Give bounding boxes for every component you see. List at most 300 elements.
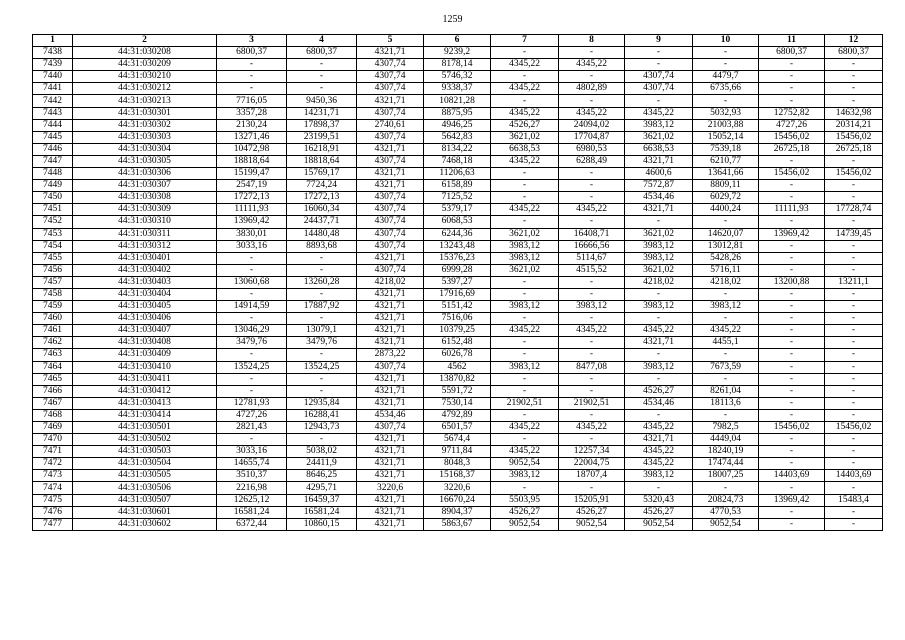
table-cell: - xyxy=(625,59,693,71)
column-header-12: 12 xyxy=(825,35,883,47)
table-cell: 17887,92 xyxy=(287,301,357,313)
table-cell: 4295,71 xyxy=(287,482,357,494)
table-cell: 6638,53 xyxy=(625,143,693,155)
table-cell: 15199,47 xyxy=(217,168,287,180)
table-cell: 8048,3 xyxy=(424,458,491,470)
table-cell: 10472,98 xyxy=(217,143,287,155)
table-cell: 44:31:030403 xyxy=(73,276,217,288)
table-cell: 4479,7 xyxy=(693,71,759,83)
table-cell: 13079,1 xyxy=(287,325,357,337)
table-row xyxy=(33,204,883,216)
table-cell: 4321,71 xyxy=(357,95,424,107)
table-cell: 6026,78 xyxy=(424,349,491,361)
table-cell: 9239,2 xyxy=(424,47,491,59)
table-cell: 3983,12 xyxy=(559,301,625,313)
table-cell: 15052,14 xyxy=(693,131,759,143)
table-cell: 4321,71 xyxy=(357,47,424,59)
table-row xyxy=(33,361,883,373)
table-cell: 44:31:030404 xyxy=(73,288,217,300)
table-row xyxy=(33,180,883,192)
table-cell: 4345,22 xyxy=(491,422,559,434)
table-cell: 3220,6 xyxy=(357,482,424,494)
table-cell: 3983,12 xyxy=(491,301,559,313)
table-cell: 7458 xyxy=(33,288,73,300)
table-cell: 4307,74 xyxy=(357,204,424,216)
table-cell: 13641,66 xyxy=(693,168,759,180)
table-cell: 4307,74 xyxy=(625,83,693,95)
table-cell: 15205,91 xyxy=(559,494,625,506)
table-cell: 4534,46 xyxy=(625,192,693,204)
table-cell: 4534,46 xyxy=(357,409,424,421)
table-cell: - xyxy=(825,252,883,264)
table-cell: 44:31:030305 xyxy=(73,155,217,167)
table-cell: 7470 xyxy=(33,434,73,446)
table-row xyxy=(33,458,883,470)
table-cell: - xyxy=(491,71,559,83)
table-cell: 4562 xyxy=(424,361,491,373)
table-cell: 4321,71 xyxy=(357,494,424,506)
table-row xyxy=(33,216,883,228)
table-cell: 21902,51 xyxy=(559,397,625,409)
table-cell: 4455,1 xyxy=(693,337,759,349)
column-header-6: 6 xyxy=(424,35,491,47)
table-cell: 12752,82 xyxy=(759,107,825,119)
table-cell: 7442 xyxy=(33,95,73,107)
table-cell: 44:31:030405 xyxy=(73,301,217,313)
table-cell: 13870,82 xyxy=(424,373,491,385)
table-cell: - xyxy=(287,313,357,325)
table-cell: 44:31:030306 xyxy=(73,168,217,180)
table-cell: - xyxy=(625,373,693,385)
table-cell: 16459,37 xyxy=(287,494,357,506)
table-cell: 4321,71 xyxy=(357,180,424,192)
table-cell: 13243,48 xyxy=(424,240,491,252)
table-cell: 5114,67 xyxy=(559,252,625,264)
table-cell: 3621,02 xyxy=(625,228,693,240)
table-cell: 4307,74 xyxy=(357,155,424,167)
table-header xyxy=(33,35,883,47)
table-cell: 44:31:030408 xyxy=(73,337,217,349)
table-cell: - xyxy=(491,47,559,59)
table-cell: - xyxy=(759,288,825,300)
table-cell: 10860,15 xyxy=(287,518,357,530)
table-cell: 44:31:030209 xyxy=(73,59,217,71)
table-cell: 4345,22 xyxy=(491,446,559,458)
table-cell: 44:31:030602 xyxy=(73,518,217,530)
table-cell: 4802,89 xyxy=(559,83,625,95)
table-row xyxy=(33,83,883,95)
table-cell: - xyxy=(491,313,559,325)
table-cell: 5397,27 xyxy=(424,276,491,288)
table-cell: 14739,45 xyxy=(825,228,883,240)
table-cell: 5428,26 xyxy=(693,252,759,264)
table-cell: 15456,02 xyxy=(759,131,825,143)
table-cell: - xyxy=(491,288,559,300)
table-cell: 7447 xyxy=(33,155,73,167)
table-cell: 7572,87 xyxy=(625,180,693,192)
table-cell: - xyxy=(759,325,825,337)
table-cell: 4770,53 xyxy=(693,506,759,518)
table-cell: 26725,18 xyxy=(825,143,883,155)
table-cell: 15456,02 xyxy=(759,422,825,434)
table-cell: 2740,61 xyxy=(357,119,424,131)
table-cell: - xyxy=(217,71,287,83)
table-cell: 4321,71 xyxy=(357,252,424,264)
table-cell: 13211,1 xyxy=(825,276,883,288)
table-row xyxy=(33,240,883,252)
table-cell: 7468 xyxy=(33,409,73,421)
table-cell: - xyxy=(491,192,559,204)
table-row xyxy=(33,131,883,143)
table-cell: - xyxy=(825,385,883,397)
table-cell: 20824,73 xyxy=(693,494,759,506)
column-header-8: 8 xyxy=(559,35,625,47)
column-header-7: 7 xyxy=(491,35,559,47)
table-cell: 4449,04 xyxy=(693,434,759,446)
table-cell: 4307,74 xyxy=(625,71,693,83)
table-cell: 12781,93 xyxy=(217,397,287,409)
table-cell: 6372,44 xyxy=(217,518,287,530)
table-cell: - xyxy=(825,301,883,313)
table-cell: - xyxy=(825,349,883,361)
table-cell: - xyxy=(693,313,759,325)
table-cell: 16288,41 xyxy=(287,409,357,421)
table-cell: 6999,28 xyxy=(424,264,491,276)
table-cell: 3621,02 xyxy=(491,264,559,276)
table-cell: 17272,13 xyxy=(217,192,287,204)
table-cell: - xyxy=(693,47,759,59)
table-cell: - xyxy=(825,313,883,325)
table-cell: 6288,49 xyxy=(559,155,625,167)
table-cell: 44:31:030210 xyxy=(73,71,217,83)
table-cell: 16666,56 xyxy=(559,240,625,252)
table-row xyxy=(33,301,883,313)
table-cell: 4321,71 xyxy=(357,301,424,313)
table-cell: - xyxy=(825,71,883,83)
table-cell: 4526,27 xyxy=(625,506,693,518)
table-row xyxy=(33,409,883,421)
table-cell: 13012,81 xyxy=(693,240,759,252)
table-cell: - xyxy=(491,216,559,228)
table-cell: 5863,67 xyxy=(424,518,491,530)
table-cell: 44:31:030406 xyxy=(73,313,217,325)
table-cell: 4321,71 xyxy=(357,325,424,337)
table-cell: - xyxy=(825,288,883,300)
table-cell: 7466 xyxy=(33,385,73,397)
table-cell: 15376,23 xyxy=(424,252,491,264)
table-cell: 44:31:030411 xyxy=(73,373,217,385)
table-cell: 18113,6 xyxy=(693,397,759,409)
table-cell: 7471 xyxy=(33,446,73,458)
table-cell: - xyxy=(559,288,625,300)
table-cell: 6068,53 xyxy=(424,216,491,228)
table-cell: 3983,12 xyxy=(491,252,559,264)
table-cell: 44:31:030412 xyxy=(73,385,217,397)
table-cell: 4345,22 xyxy=(559,107,625,119)
table-cell: 4526,27 xyxy=(491,506,559,518)
table-cell: - xyxy=(559,95,625,107)
table-cell: 15456,02 xyxy=(825,168,883,180)
table-cell: 44:31:030311 xyxy=(73,228,217,240)
table-cell: - xyxy=(759,252,825,264)
table-cell: - xyxy=(825,216,883,228)
table-cell: 11206,63 xyxy=(424,168,491,180)
table-cell: 7445 xyxy=(33,131,73,143)
table-cell: 7467 xyxy=(33,397,73,409)
table-cell: - xyxy=(559,276,625,288)
table-cell: 44:31:030503 xyxy=(73,446,217,458)
table-cell: 4321,71 xyxy=(357,446,424,458)
table-cell: 5716,11 xyxy=(693,264,759,276)
table-cell: - xyxy=(759,506,825,518)
table-cell: 7125,52 xyxy=(424,192,491,204)
table-cell: 4321,71 xyxy=(357,313,424,325)
table-cell: 2821,43 xyxy=(217,422,287,434)
table-cell: 4345,22 xyxy=(625,107,693,119)
table-cell: - xyxy=(825,518,883,530)
table-cell: - xyxy=(825,192,883,204)
table-cell: 44:31:030407 xyxy=(73,325,217,337)
table-cell: - xyxy=(559,216,625,228)
table-cell: 7473 xyxy=(33,470,73,482)
table-cell: 18818,64 xyxy=(217,155,287,167)
table-cell: 26725,18 xyxy=(759,143,825,155)
table-row xyxy=(33,192,883,204)
table-cell: - xyxy=(759,301,825,313)
table-cell: 9450,36 xyxy=(287,95,357,107)
table-row xyxy=(33,47,883,59)
column-header-3: 3 xyxy=(217,35,287,47)
table-cell: - xyxy=(287,59,357,71)
table-cell: 18818,64 xyxy=(287,155,357,167)
table-row xyxy=(33,422,883,434)
table-row xyxy=(33,71,883,83)
table-cell: - xyxy=(825,361,883,373)
table-cell: - xyxy=(287,385,357,397)
table-cell: 6980,53 xyxy=(559,143,625,155)
table-cell: 18007,25 xyxy=(693,470,759,482)
table-row xyxy=(33,228,883,240)
table-cell: 5642,83 xyxy=(424,131,491,143)
table-cell: 3983,12 xyxy=(693,301,759,313)
header-row xyxy=(33,35,883,47)
table-cell: 4345,22 xyxy=(559,204,625,216)
table-cell: - xyxy=(491,337,559,349)
table-cell: 44:31:030401 xyxy=(73,252,217,264)
table-row xyxy=(33,349,883,361)
table-body xyxy=(33,47,883,531)
table-cell: 4526,27 xyxy=(625,385,693,397)
table-cell: 44:31:030302 xyxy=(73,119,217,131)
table-cell: 44:31:030304 xyxy=(73,143,217,155)
column-header-1: 1 xyxy=(33,35,73,47)
table-cell: 8178,14 xyxy=(424,59,491,71)
table-cell: 5032,93 xyxy=(693,107,759,119)
table-cell: 14403,69 xyxy=(825,470,883,482)
table-cell: 12257,34 xyxy=(559,446,625,458)
column-header-2: 2 xyxy=(73,35,217,47)
table-cell: 13524,25 xyxy=(287,361,357,373)
table-cell: 7454 xyxy=(33,240,73,252)
table-cell: 4345,22 xyxy=(625,422,693,434)
table-cell: - xyxy=(825,264,883,276)
table-cell: 2547,19 xyxy=(217,180,287,192)
table-cell: - xyxy=(759,59,825,71)
table-row xyxy=(33,434,883,446)
table-cell: 10821,28 xyxy=(424,95,491,107)
table-cell: 4321,71 xyxy=(357,288,424,300)
table-cell: 4321,71 xyxy=(357,470,424,482)
table-cell: 12935,84 xyxy=(287,397,357,409)
table-cell: - xyxy=(825,482,883,494)
table-cell: 16408,71 xyxy=(559,228,625,240)
table-row xyxy=(33,325,883,337)
table-cell: 7450 xyxy=(33,192,73,204)
table-cell: 4345,22 xyxy=(491,83,559,95)
table-cell: 4345,22 xyxy=(625,446,693,458)
table-cell: - xyxy=(559,71,625,83)
table-cell: 6638,53 xyxy=(491,143,559,155)
table-cell: 7448 xyxy=(33,168,73,180)
table-cell: 7477 xyxy=(33,518,73,530)
column-header-11: 11 xyxy=(759,35,825,47)
table-cell: 4321,71 xyxy=(357,458,424,470)
table-cell: 13060,68 xyxy=(217,276,287,288)
table-cell: 8646,25 xyxy=(287,470,357,482)
table-cell: 44:31:030213 xyxy=(73,95,217,107)
table-row xyxy=(33,264,883,276)
table-cell: - xyxy=(559,409,625,421)
table-cell: - xyxy=(625,409,693,421)
table-cell: 17728,74 xyxy=(825,204,883,216)
data-table xyxy=(32,34,883,531)
table-row xyxy=(33,276,883,288)
table-cell: 44:31:030504 xyxy=(73,458,217,470)
table-cell: 44:31:030501 xyxy=(73,422,217,434)
table-cell: 9052,54 xyxy=(693,518,759,530)
table-cell: 7475 xyxy=(33,494,73,506)
table-cell: 11111,93 xyxy=(759,204,825,216)
table-cell: 4307,74 xyxy=(357,216,424,228)
table-cell: 4400,24 xyxy=(693,204,759,216)
table-cell: 7673,59 xyxy=(693,361,759,373)
table-cell: - xyxy=(825,59,883,71)
table-cell: - xyxy=(491,385,559,397)
table-cell: 44:31:030413 xyxy=(73,397,217,409)
table-cell: - xyxy=(693,59,759,71)
table-cell: 44:31:030402 xyxy=(73,264,217,276)
table-cell: 4526,27 xyxy=(559,506,625,518)
table-cell: - xyxy=(559,373,625,385)
table-cell: 4307,74 xyxy=(357,192,424,204)
table-cell: 3621,02 xyxy=(625,131,693,143)
page-number: 1259 xyxy=(442,14,463,25)
table-cell: 4321,71 xyxy=(357,373,424,385)
table-cell: - xyxy=(825,373,883,385)
table-cell: - xyxy=(759,409,825,421)
table-cell: - xyxy=(825,83,883,95)
table-cell: 13969,42 xyxy=(759,494,825,506)
table-cell: 6029,72 xyxy=(693,192,759,204)
table-cell: 4307,74 xyxy=(357,131,424,143)
table-row xyxy=(33,155,883,167)
table-row xyxy=(33,288,883,300)
table-cell: 7469 xyxy=(33,422,73,434)
table-cell: 3510,37 xyxy=(217,470,287,482)
table-cell: 4321,71 xyxy=(357,143,424,155)
table-cell: 4321,71 xyxy=(357,434,424,446)
table-cell: 4526,27 xyxy=(491,119,559,131)
table-row xyxy=(33,373,883,385)
table-cell: 4345,22 xyxy=(559,422,625,434)
table-cell: 7446 xyxy=(33,143,73,155)
table-cell: 44:31:030409 xyxy=(73,349,217,361)
table-cell: 44:31:030309 xyxy=(73,204,217,216)
table-cell: 7716,05 xyxy=(217,95,287,107)
table-cell: 5151,42 xyxy=(424,301,491,313)
table-cell: 7460 xyxy=(33,313,73,325)
table-cell: - xyxy=(759,337,825,349)
table-cell: 9052,54 xyxy=(625,518,693,530)
table-cell: 4345,22 xyxy=(693,325,759,337)
table-cell: - xyxy=(625,288,693,300)
table-row xyxy=(33,313,883,325)
table-cell: 4307,74 xyxy=(357,361,424,373)
table-cell: 4307,74 xyxy=(357,264,424,276)
table-cell: 44:31:030507 xyxy=(73,494,217,506)
table-cell: 8809,11 xyxy=(693,180,759,192)
table-cell: - xyxy=(625,95,693,107)
table-cell: 4345,22 xyxy=(491,107,559,119)
table-cell: - xyxy=(559,482,625,494)
table-cell: - xyxy=(759,95,825,107)
table-cell: 7459 xyxy=(33,301,73,313)
table-cell: - xyxy=(693,409,759,421)
table-cell: 3983,12 xyxy=(625,252,693,264)
table-cell: - xyxy=(759,192,825,204)
table-cell: 14914,59 xyxy=(217,301,287,313)
table-cell: 44:31:030208 xyxy=(73,47,217,59)
table-cell: - xyxy=(559,47,625,59)
table-cell: 18707,4 xyxy=(559,470,625,482)
table-cell: 17898,37 xyxy=(287,119,357,131)
table-cell: - xyxy=(491,482,559,494)
table-cell: - xyxy=(759,397,825,409)
table-cell: 11111,93 xyxy=(217,204,287,216)
table-cell: 4345,22 xyxy=(491,59,559,71)
table-cell: - xyxy=(825,95,883,107)
table-cell: 44:31:030310 xyxy=(73,216,217,228)
table-cell: - xyxy=(825,337,883,349)
table-row xyxy=(33,446,883,458)
table-cell: 4727,26 xyxy=(759,119,825,131)
table-cell: 7456 xyxy=(33,264,73,276)
table-cell: 4345,22 xyxy=(625,325,693,337)
column-header-10: 10 xyxy=(693,35,759,47)
table-cell: 4321,71 xyxy=(357,168,424,180)
table-cell: 44:31:030301 xyxy=(73,107,217,119)
table-cell: 3983,12 xyxy=(491,361,559,373)
table-cell: - xyxy=(759,313,825,325)
table-cell: - xyxy=(559,192,625,204)
table-cell: 6158,89 xyxy=(424,180,491,192)
table-cell: - xyxy=(217,83,287,95)
table-cell: 44:31:030307 xyxy=(73,180,217,192)
table-cell: 24094,02 xyxy=(559,119,625,131)
table-row xyxy=(33,143,883,155)
table-cell: - xyxy=(693,373,759,385)
table-cell: - xyxy=(825,240,883,252)
